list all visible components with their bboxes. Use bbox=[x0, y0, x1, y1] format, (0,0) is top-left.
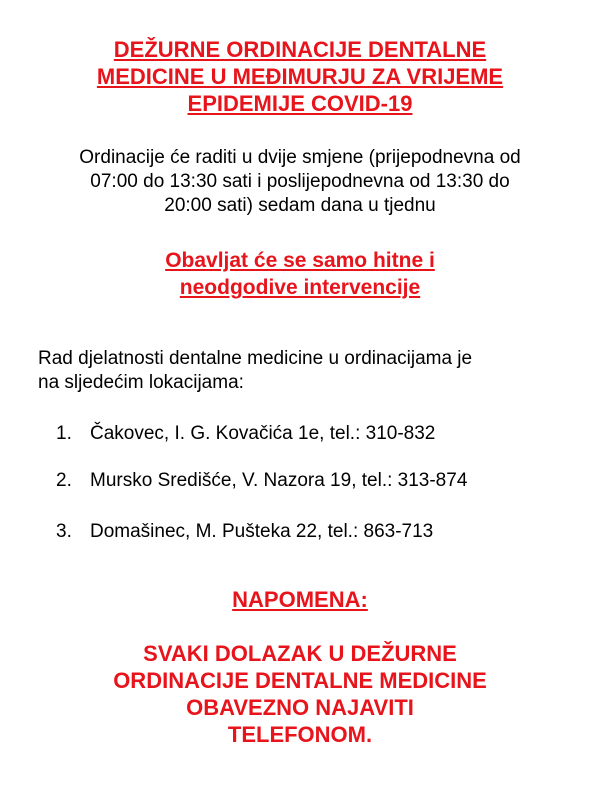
warning-line: OBAVEZNO NAJAVITI bbox=[186, 695, 414, 720]
notice-line: Obavljat će se samo hitne i bbox=[165, 249, 435, 272]
location-text: Mursko Središće, V. Nazora 19, tel.: 313-874 bbox=[90, 470, 468, 491]
location-text: Domašinec, M. Pušteka 22, tel.: 863-713 bbox=[90, 521, 434, 542]
location-item bbox=[56, 422, 435, 446]
napomena-heading bbox=[0, 586, 600, 613]
napomena-label: NAPOMENA: bbox=[232, 587, 368, 612]
location-item bbox=[56, 469, 467, 493]
location-number: 3. bbox=[56, 521, 72, 542]
location-number: 2. bbox=[56, 470, 72, 491]
schedule-line: 07:00 do 13:30 sati i poslijepodnevna od 13:30 do bbox=[90, 171, 510, 192]
locations-intro-line: Rad djelatnosti dentalne medicine u ordinacijama je bbox=[38, 348, 473, 369]
location-item bbox=[56, 520, 433, 544]
urgent-only-notice bbox=[0, 247, 600, 301]
title-line: DEŽURNE ORDINACIJE DENTALNE bbox=[113, 37, 487, 62]
warning-line: ORDINACIJE DENTALNE MEDICINE bbox=[113, 668, 487, 693]
phone-ahead-warning bbox=[0, 640, 600, 748]
schedule-paragraph bbox=[0, 146, 600, 218]
location-text: Čakovec, I. G. Kovačića 1e, tel.: 310-832 bbox=[90, 423, 436, 444]
schedule-line: Ordinacije će raditi u dvije smjene (prijepodnevna od bbox=[79, 147, 521, 168]
notice-line: neodgodive intervencije bbox=[179, 276, 421, 299]
title-line: EPIDEMIJE COVID-19 bbox=[187, 91, 413, 116]
title-line: MEDICINE U MEĐIMURJU ZA VRIJEME bbox=[96, 64, 504, 89]
document-title bbox=[0, 36, 600, 117]
location-number: 1. bbox=[56, 423, 72, 444]
warning-line: TELEFONOM. bbox=[227, 722, 373, 747]
locations-intro-line: na sljedećim lokacijama: bbox=[38, 372, 244, 393]
schedule-line: 20:00 sati) sedam dana u tjednu bbox=[164, 195, 436, 216]
warning-line: SVAKI DOLAZAK U DEŽURNE bbox=[143, 641, 457, 666]
locations-intro-paragraph bbox=[38, 347, 578, 395]
